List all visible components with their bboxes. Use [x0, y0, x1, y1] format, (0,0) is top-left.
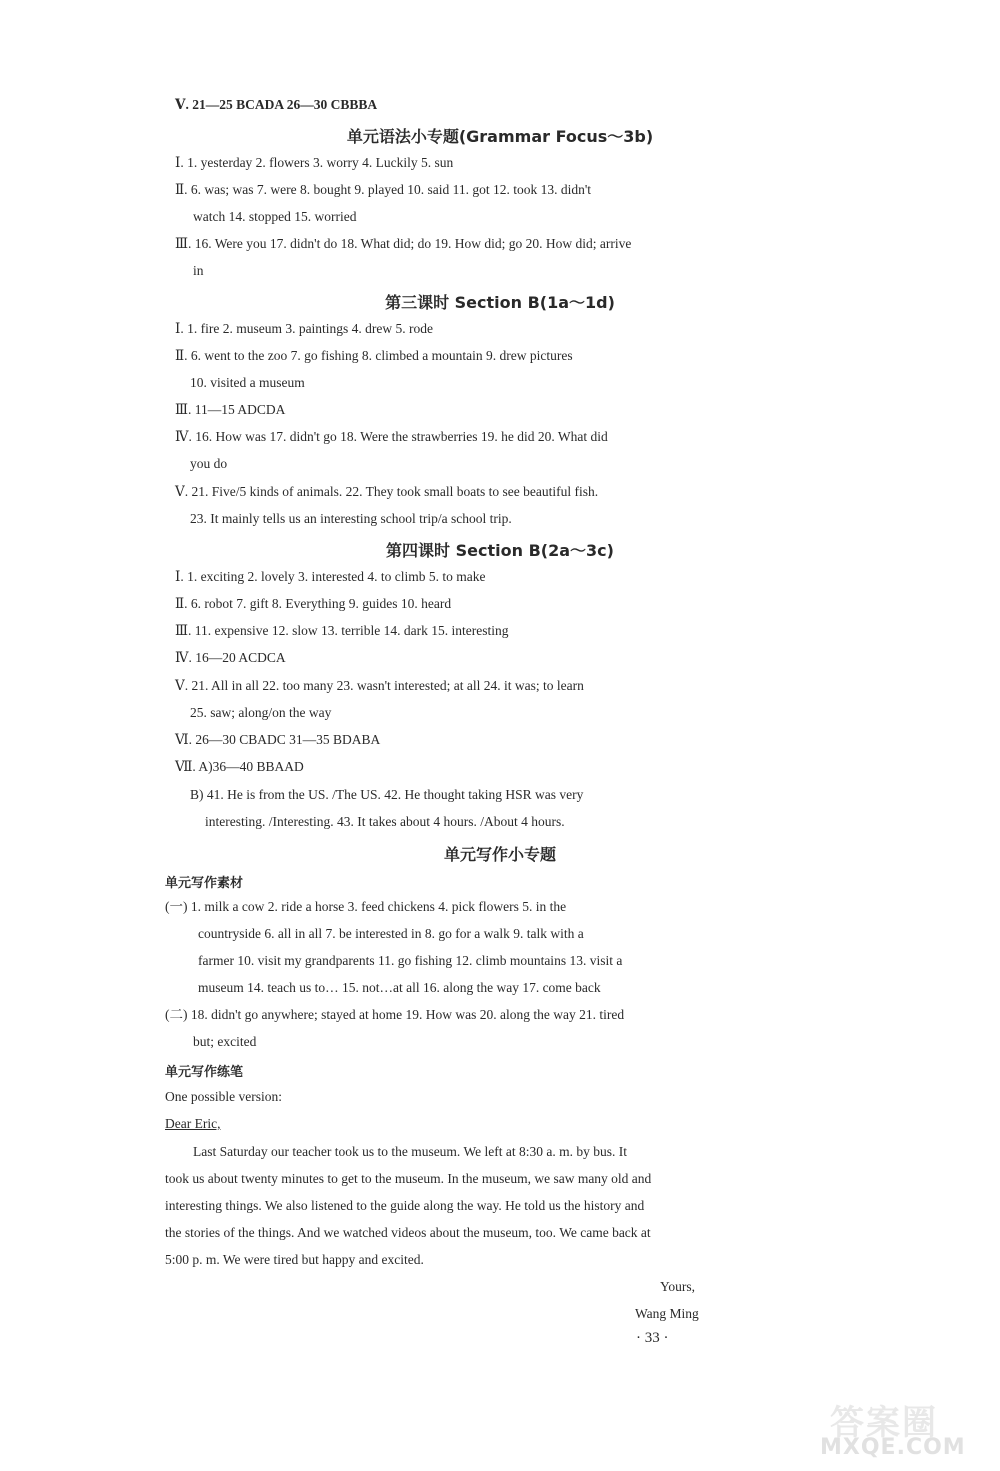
- letter-line-3: interesting things. We also listened to the guide along the way. He told us the history and: [165, 1198, 645, 1213]
- lesson-4-heading: 第四课时 Section B(2a～3c): [386, 541, 614, 560]
- lesson4-line-4: Ⅳ. 16—20 ACDCA: [175, 650, 286, 665]
- letter-greeting: Dear Eric,: [165, 1116, 221, 1131]
- writing-material-subheading: 单元写作素材: [165, 876, 244, 891]
- letter-line-5: 5:00 p. m. We were tired but happy and excited.: [165, 1252, 424, 1267]
- lesson4-line-5b: 25. saw; along/on the way: [190, 705, 332, 720]
- lesson3-line-2b: 10. visited a museum: [190, 375, 305, 390]
- lesson3-line-2a: Ⅱ. 6. went to the zoo 7. go fishing 8. climbed a mountain 9. drew pictures: [175, 348, 573, 363]
- writing-line-2a: (二) 18. didn't go anywhere; stayed at home 19. How was 20. along the way 21. tired: [165, 1007, 625, 1022]
- watermark-site: MXQE.COM: [820, 1435, 966, 1460]
- lesson4-line-1: Ⅰ. 1. exciting 2. lovely 3. interested 4. to climb 5. to make: [175, 569, 486, 584]
- page-number: · 33 ·: [636, 1330, 669, 1346]
- lesson4-line-5a: Ⅴ. 21. All in all 22. too many 23. wasn't interested; at all 24. it was; to learn: [175, 678, 584, 693]
- lesson4-line-2: Ⅱ. 6. robot 7. gift 8. Everything 9. guides 10. heard: [175, 596, 452, 611]
- writing-line-1c: farmer 10. visit my grandparents 11. go fishing 12. climb mountains 13. visit a: [198, 953, 623, 968]
- grammar-line-3a: Ⅲ. 16. Were you 17. didn't do 18. What did; do 19. How did; go 20. How did; arrive: [175, 236, 632, 251]
- lesson3-line-4b: you do: [190, 456, 228, 471]
- lesson3-line-4a: Ⅳ. 16. How was 17. didn't go 18. Were the strawberries 19. he did 20. What did: [175, 429, 608, 444]
- lesson-3-heading: 第三课时 Section B(1a～1d): [385, 293, 615, 312]
- grammar-line-1: Ⅰ. 1. yesterday 2. flowers 3. worry 4. Luckily 5. sun: [175, 155, 454, 170]
- writing-line-1d: museum 14. teach us to… 15. not…at all 16. along the way 17. come back: [198, 980, 601, 995]
- lesson3-line-3: Ⅲ. 11—15 ADCDA: [175, 402, 286, 417]
- lesson4-line-3: Ⅲ. 11. expensive 12. slow 13. terrible 14. dark 15. interesting: [175, 623, 509, 638]
- writing-line-1a: (一) 1. milk a cow 2. ride a horse 3. feed chickens 4. pick flowers 5. in the: [165, 899, 567, 914]
- letter-closing: Yours,: [660, 1279, 696, 1294]
- grammar-line-3b: in: [193, 263, 204, 278]
- letter-signature: Wang Ming: [635, 1306, 699, 1321]
- writing-line-2b: but; excited: [193, 1034, 257, 1049]
- grammar-line-2a: Ⅱ. 6. was; was 7. were 8. bought 9. played 10. said 11. got 12. took 13. didn't: [175, 182, 592, 197]
- letter-line-2: took us about twenty minutes to get to the museum. In the museum, we saw many old and: [165, 1171, 652, 1186]
- lesson4-line-6: Ⅵ. 26—30 CBADC 31—35 BDABA: [175, 732, 381, 747]
- grammar-focus-heading: 单元语法小专题(Grammar Focus～3b): [346, 127, 654, 146]
- lesson4-line-7: Ⅶ. A)36—40 BBAAD: [175, 759, 304, 774]
- grammar-line-2b: watch 14. stopped 15. worried: [193, 209, 357, 224]
- lesson3-line-5a: Ⅴ. 21. Five/5 kinds of animals. 22. They took small boats to see beautiful fish.: [175, 484, 599, 499]
- letter-line-1: Last Saturday our teacher took us to the museum. We left at 8:30 a. m. by bus. It: [193, 1144, 627, 1159]
- writing-practice-subheading: 单元写作练笔: [165, 1065, 244, 1080]
- writing-heading: 单元写作小专题: [443, 845, 556, 864]
- possible-version-label: One possible version:: [165, 1089, 282, 1104]
- lesson3-line-1: Ⅰ. 1. fire 2. museum 3. paintings 4. drew 5. rode: [175, 321, 434, 336]
- unit-answers-v: Ⅴ. 21—25 BCADA 26—30 CBBBA: [175, 97, 378, 112]
- lesson3-line-5b: 23. It mainly tells us an interesting school trip/a school trip.: [190, 511, 512, 526]
- lesson4-line-8b: interesting. /Interesting. 43. It takes about 4 hours. /About 4 hours.: [205, 814, 565, 829]
- lesson4-line-8a: B) 41. He is from the US. /The US. 42. He thought taking HSR was very: [190, 787, 584, 802]
- watermark-logo: 答案圈: [830, 1403, 938, 1443]
- watermark: [790, 1395, 990, 1465]
- letter-line-4: the stories of the things. And we watched videos about the museum, too. We came back at: [165, 1225, 651, 1240]
- writing-line-1b: countryside 6. all in all 7. be interested in 8. go for a walk 9. talk with a: [198, 926, 584, 941]
